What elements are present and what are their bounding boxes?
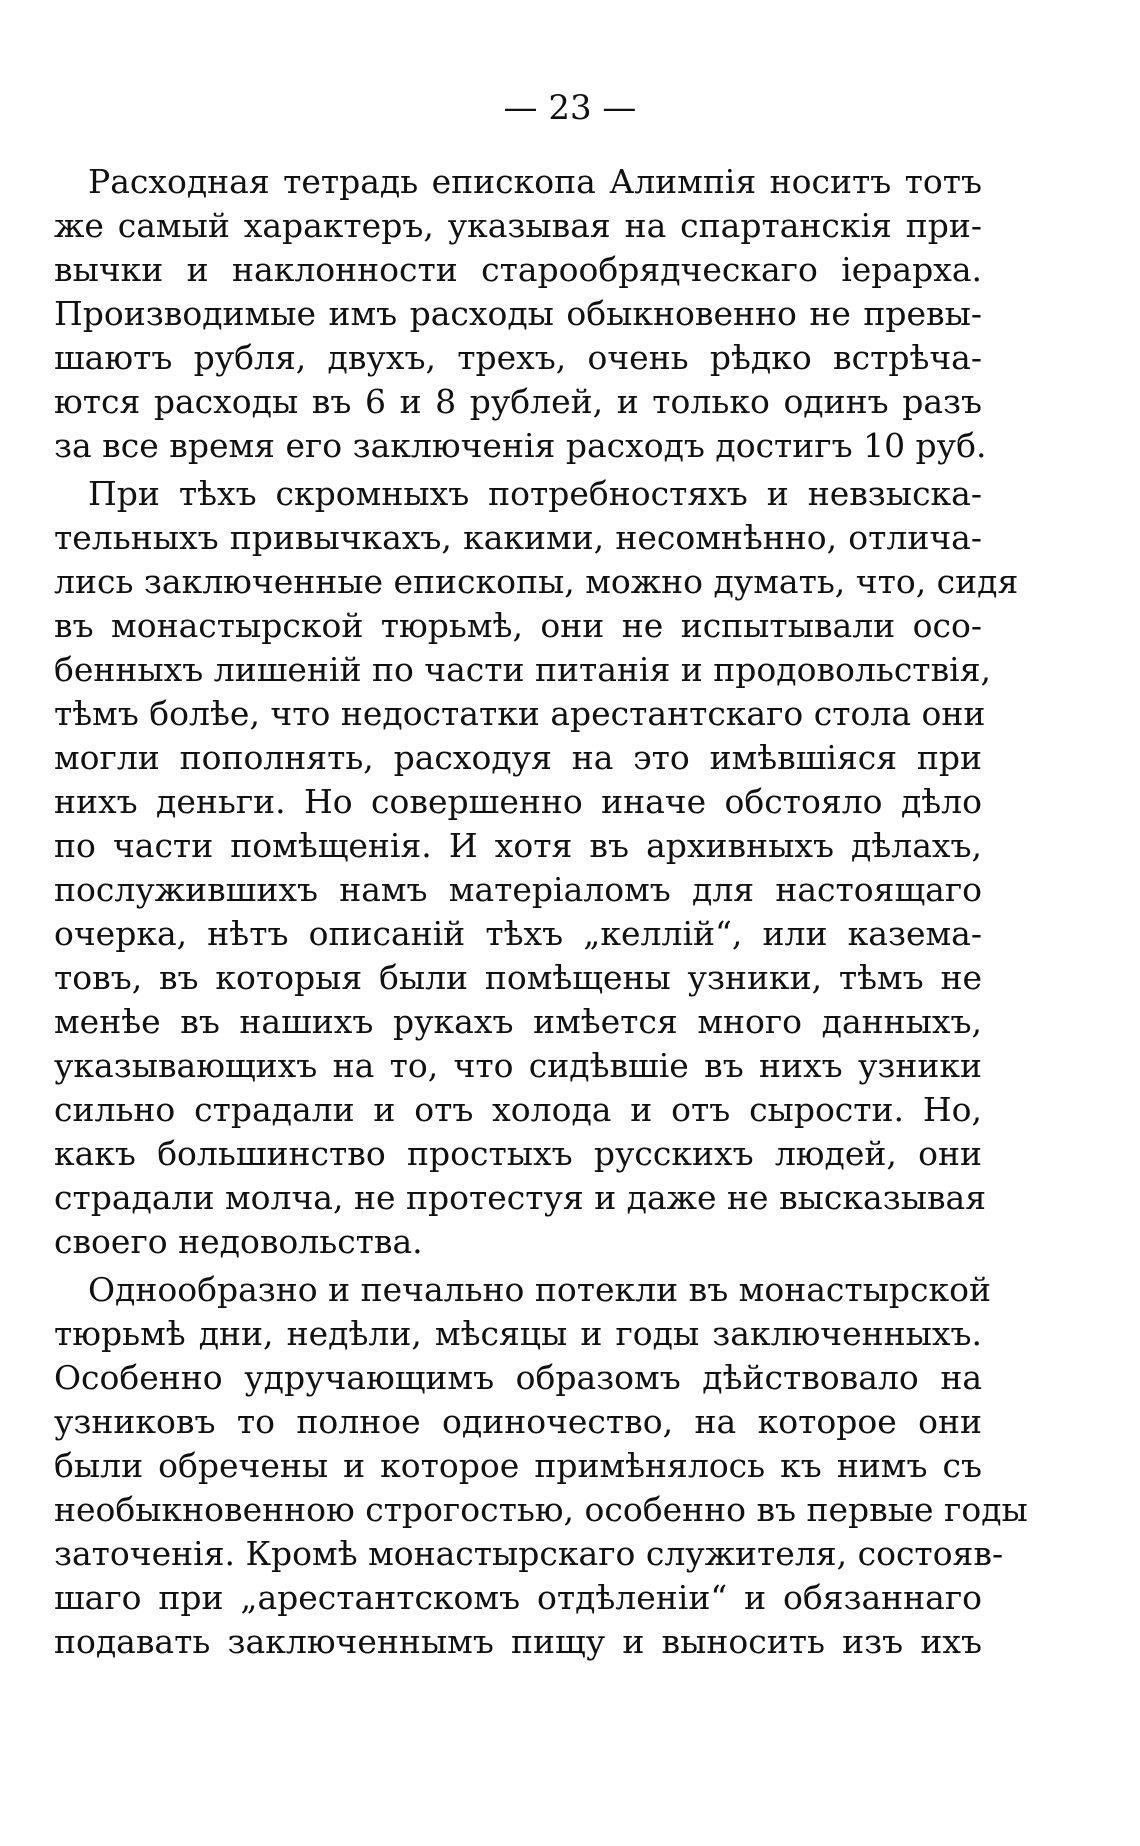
text-line: шаго при „арестантскомъ отдѣленіи“ и обязаннаго (54, 1578, 982, 1617)
text-line: Производимые имъ расходы обыкновенно не превы- (54, 294, 982, 333)
text-line: необыкновенною строгостью, особенно въ первые годы (54, 1490, 1028, 1529)
text-line: тюрьмѣ дни, недѣли, мѣсяцы и годы заключенныхъ. (54, 1314, 982, 1353)
text-line: страдали молча, не протестуя и даже не высказывая (54, 1178, 987, 1217)
text-line: вычки и наклонности старообрядческаго іерарха. (54, 250, 982, 289)
text-line: Расходная тетрадь епископа Алимпія носитъ тотъ (88, 162, 982, 201)
text-line: Однообразно и печально потекли въ монастырской (88, 1270, 991, 1309)
text-line: въ монастырской тюрьмѣ, они не испытывали осо- (54, 606, 982, 645)
text-line: нихъ деньги. Но совершенно иначе обстояло дѣло (54, 782, 982, 821)
text-line: товъ, въ которыя были помѣщены узники, тѣмъ не (54, 958, 982, 997)
paragraph-3 (54, 1268, 1028, 1664)
text-line: за все время его заключенія расходъ достигъ 10 руб. (54, 426, 987, 465)
body-text (54, 160, 1028, 1664)
text-line: заточенія. Кромѣ монастырскаго служителя, состояв- (54, 1534, 1004, 1573)
text-line: по части помѣщенія. И хотя въ архивныхъ дѣлахъ, (54, 826, 982, 865)
page-number: — 23 — (503, 88, 637, 128)
text-line: тельныхъ привычкахъ, какими, несомнѣнно, отлича- (54, 518, 982, 557)
text-line: указывающихъ на то, что сидѣвшіе въ нихъ узники (54, 1046, 982, 1085)
text-line: послужившихъ намъ матеріаломъ для настоящаго (54, 870, 982, 909)
text-line: очерка, нѣтъ описаній тѣхъ „келлій“, или казема- (54, 914, 982, 953)
text-line: тѣмъ болѣе, что недостатки арестантскаго стола они (54, 694, 986, 733)
text-line: могли пополнять, расходуя на это имѣвшіяся при (54, 738, 982, 777)
paragraph-1 (54, 160, 987, 468)
text-line: были обречены и которое примѣнялось къ нимъ съ (54, 1446, 982, 1485)
text-line: подавать заключеннымъ пищу и выносить изъ ихъ (54, 1622, 982, 1661)
text-line: При тѣхъ скромныхъ потребностяхъ и невзыска- (88, 474, 982, 513)
text-line: Особенно удручающимъ образомъ дѣйствовало на (54, 1358, 982, 1397)
text-line: лись заключенные епископы, можно думать, что, сидя (54, 562, 1019, 601)
text-line: шаютъ рубля, двухъ, трехъ, очень рѣдко встрѣча- (54, 338, 982, 377)
text-line: узниковъ то полное одиночество, на которое они (54, 1402, 982, 1441)
text-line: бенныхъ лишеній по части питанія и продовольствія, (54, 650, 992, 689)
paragraph-2 (54, 472, 1019, 1264)
text-line: ются расходы въ 6 и 8 рублей, и только одинъ разъ (54, 382, 982, 421)
text-line: сильно страдали и отъ холода и отъ сырости. Но, (54, 1090, 982, 1129)
text-line: менѣе въ нашихъ рукахъ имѣется много данныхъ, (54, 1002, 982, 1041)
text-line: какъ большинство простыхъ русскихъ людей, они (54, 1134, 982, 1173)
text-line: своего недовольства. (54, 1222, 423, 1261)
text-line: же самый характеръ, указывая на спартанскія при- (54, 206, 982, 245)
